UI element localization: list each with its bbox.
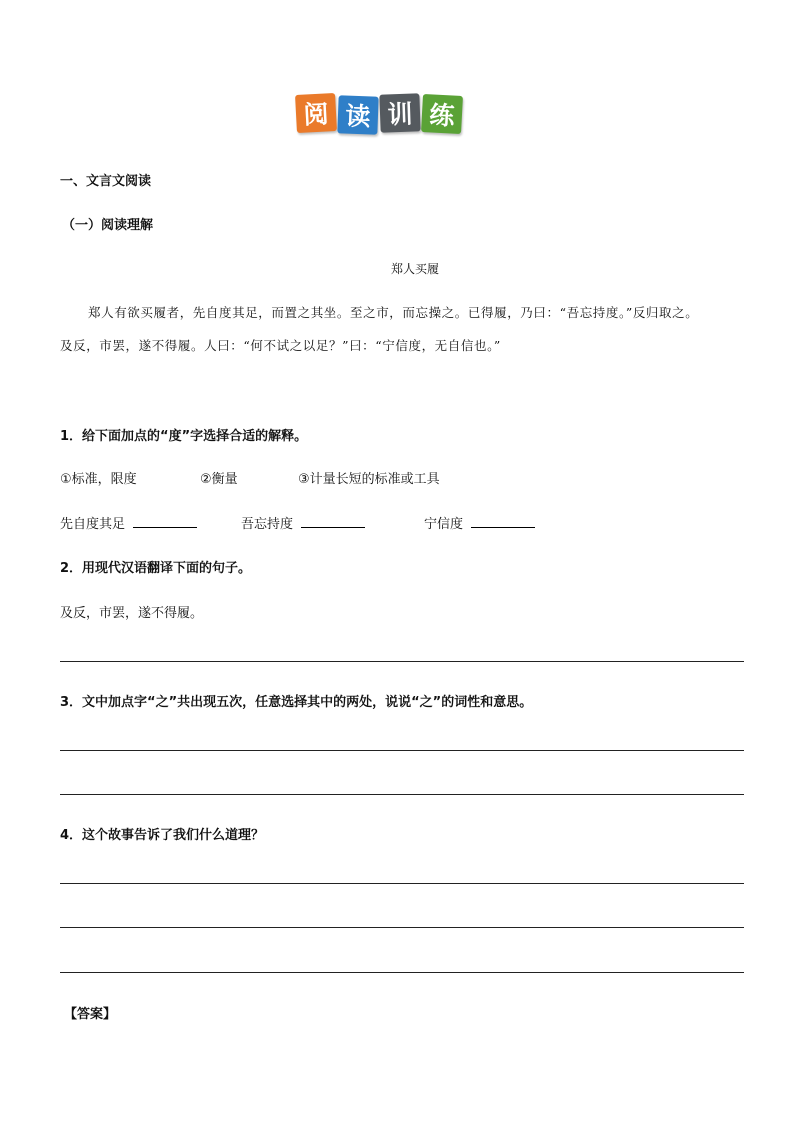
- q1-option: ②衡量: [200, 472, 238, 487]
- question-4-prompt: 4．这个故事告诉了我们什么道理？: [60, 828, 265, 843]
- question-1-prompt: 1．给下面加点的“度”字选择合适的解释。: [60, 429, 308, 444]
- answer-heading: 【答案】: [64, 1007, 117, 1022]
- q1-item: [60, 513, 197, 532]
- q2-sentence: 及反，市罢，遂不得履。: [60, 606, 204, 621]
- answer-line[interactable]: [60, 972, 744, 973]
- answer-line[interactable]: [60, 927, 744, 928]
- subsection-heading: （一）阅读理解: [62, 218, 154, 233]
- banner-tile: 练: [421, 94, 463, 134]
- passage-line: 及反，市罢，遂不得履。人曰：“何不试之以足？”曰：“宁信度，无自信也。”: [60, 338, 501, 353]
- answer-line[interactable]: [60, 883, 744, 884]
- question-2-prompt: 2．用现代汉语翻译下面的句子。: [60, 561, 252, 576]
- answer-blank[interactable]: [133, 515, 197, 528]
- q1-item-text: 吾忘持度: [241, 517, 294, 532]
- banner-tile: 训: [379, 93, 420, 132]
- q1-item: [424, 513, 535, 532]
- answer-line[interactable]: [60, 750, 744, 751]
- q1-option: ③计量长短的标准或工具: [298, 472, 440, 487]
- question-3-prompt: 3．文中加点字“之”共出现五次，任意选择其中的两处，说说“之”的词性和意思。: [60, 695, 533, 710]
- answer-line[interactable]: [60, 794, 744, 795]
- section-heading: 一、文言文阅读: [60, 174, 152, 189]
- answer-blank[interactable]: [471, 515, 535, 528]
- answer-line[interactable]: [60, 661, 744, 662]
- q1-item-text: 宁信度: [424, 517, 464, 532]
- q1-option: ①标准，限度: [60, 472, 137, 487]
- q1-item: [241, 513, 365, 532]
- q1-item-text: 先自度其足: [60, 517, 126, 532]
- answer-blank[interactable]: [301, 515, 365, 528]
- passage-title: 郑人买履: [390, 262, 439, 276]
- passage-line: 郑人有欲买履者，先自度其足，而置之其坐。至之市，而忘操之。已得履，乃曰：“吾忘持度。”反归取之。: [88, 305, 699, 320]
- banner-tile: 阅: [295, 93, 337, 133]
- banner-tile: 读: [337, 95, 378, 134]
- reading-training-banner: [296, 94, 466, 136]
